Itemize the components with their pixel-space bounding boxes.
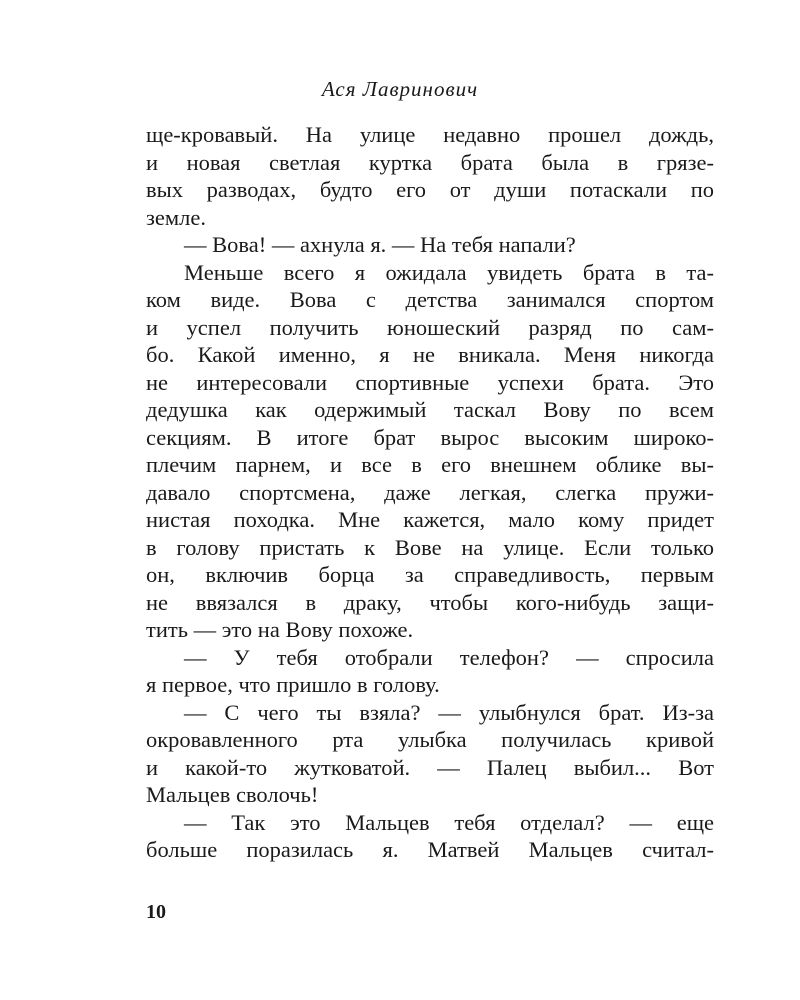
text-line: бо. Какой именно, я не вникала. Меня никогда: [146, 342, 714, 367]
text-line: окровавленного рта улыбка получилась кривой: [146, 727, 714, 752]
text-line: секциям. В итоге брат вырос высоким широко-: [146, 424, 714, 450]
text-line: вых разводах, будто его от души потаскали по: [146, 177, 714, 202]
text-line: не ввязался в драку, чтобы кого-нибудь защи-: [146, 589, 714, 615]
text-line: я первое, что пришло в голову.: [146, 672, 440, 697]
text-line: и какой-то жутковатой. — Палец выбил... Вот: [146, 754, 714, 780]
text-line: — Вова! — ахнула я. — На тебя напали?: [184, 232, 576, 257]
running-header-author: Ася Лавринович: [321, 77, 479, 101]
text-line: больше поразилась я. Матвей Мальцев считал-: [146, 837, 714, 862]
text-line: тить — это на Вову похоже.: [146, 617, 414, 642]
text-line: плечим парнем, и все в его внешнем облике вы-: [146, 452, 714, 477]
text-line: и успел получить юношеский разряд по сам-: [146, 314, 714, 340]
page-body-text: [146, 121, 714, 864]
text-line: Мальцев сволочь!: [146, 782, 319, 807]
text-line: — У тебя отобрали телефон? — спросила: [184, 644, 714, 670]
text-line: нистая походка. Мне кажется, мало кому придет: [146, 507, 714, 532]
text-line: он, включив борца за справедливость, первым: [146, 562, 714, 587]
text-line: земле.: [146, 204, 206, 230]
text-line: — С чего ты взяла? — улыбнулся брат. Из-за: [184, 699, 714, 725]
text-line: не интересовали спортивные успехи брата. Это: [146, 369, 714, 395]
text-line: ком виде. Вова с детства занимался спортом: [146, 287, 714, 312]
text-line: давало спортсмена, даже легкая, слегка пружи-: [146, 479, 714, 505]
text-line: ще-кровавый. На улице недавно прошел дождь,: [146, 122, 714, 147]
text-line: и новая светлая куртка брата была в грязе-: [146, 149, 714, 175]
page-number: 10: [146, 901, 166, 923]
text-line: Меньше всего я ожидала увидеть брата в та-: [184, 259, 714, 285]
text-line: в голову пристать к Вове на улице. Если только: [146, 534, 714, 560]
text-line: дедушка как одержимый таскал Вову по всем: [146, 397, 714, 422]
text-line: — Так это Мальцев тебя отделал? — еще: [184, 809, 714, 835]
